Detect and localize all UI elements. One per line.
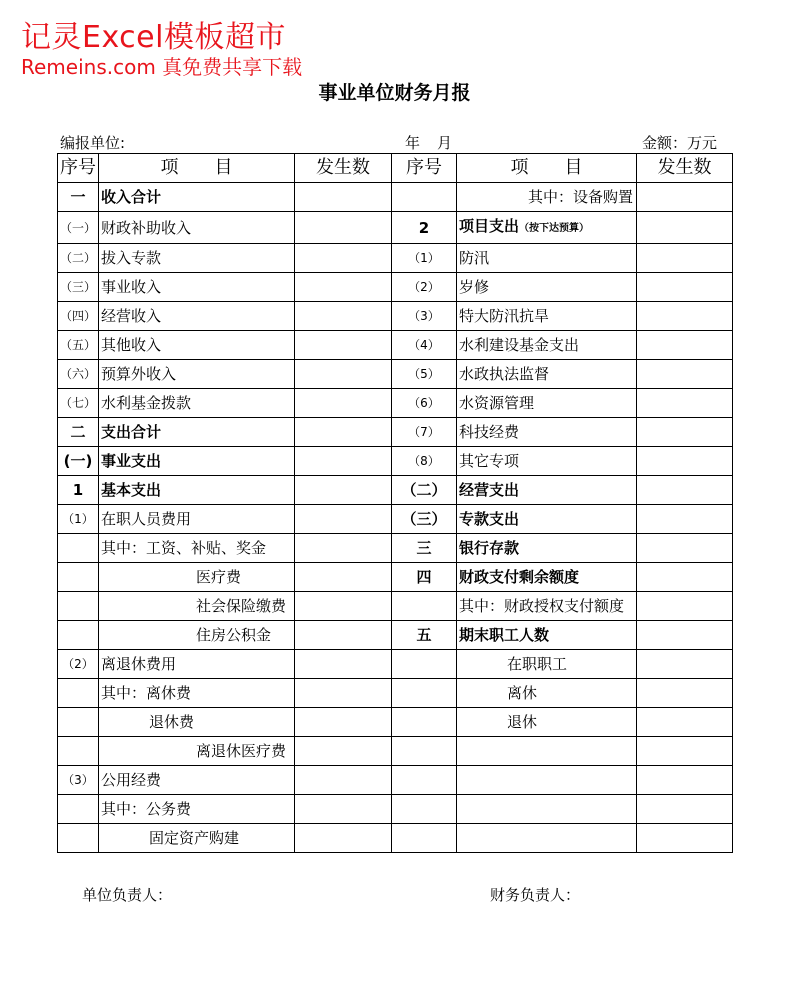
row-amount-right-cell	[637, 183, 733, 212]
row-item-right	[457, 737, 637, 766]
row-amount-left-cell	[295, 183, 392, 212]
row-item-right: 其中：财政授权支付额度	[457, 592, 637, 621]
row-item-left: 离退休费用	[99, 650, 295, 679]
row-seq-left	[58, 563, 99, 592]
row-item-left: 其中：工资、补贴、奖金	[99, 534, 295, 563]
row-amount-left-cell	[295, 766, 392, 795]
row-amount-right-cell	[637, 795, 733, 824]
row-item-left: 水利基金拨款	[99, 389, 295, 418]
row-item-left: 住房公积金	[99, 621, 295, 650]
row-amount-right-cell	[637, 389, 733, 418]
row-item-left: 离退休医疗费	[99, 737, 295, 766]
row-item-right	[457, 795, 637, 824]
row-amount-right-cell	[637, 708, 733, 737]
header-amount-right: 发生数	[637, 154, 733, 183]
row-item-left: 收入合计	[99, 183, 295, 212]
table-row	[58, 418, 733, 447]
row-amount-right-cell	[637, 331, 733, 360]
row-seq-left: 一	[58, 183, 99, 212]
row-item-right: 在职职工	[457, 650, 637, 679]
row-seq-right	[392, 679, 457, 708]
watermark-subtitle: Remeins.com 真免费共享下载	[21, 55, 303, 79]
row-amount-left-cell	[295, 273, 392, 302]
row-seq-left: （三）	[58, 273, 99, 302]
year-label: 年	[405, 134, 421, 152]
row-seq-right: （三）	[392, 505, 457, 534]
row-amount-right-cell	[637, 534, 733, 563]
row-item-left: 支出合计	[99, 418, 295, 447]
row-amount-left-cell	[295, 360, 392, 389]
row-seq-left	[58, 621, 99, 650]
row-item-left: 其中：离休费	[99, 679, 295, 708]
table-row	[58, 766, 733, 795]
row-item-right	[457, 766, 637, 795]
row-item-left: 医疗费	[99, 563, 295, 592]
row-item-left: 固定资产购建	[99, 824, 295, 853]
row-amount-right-cell	[637, 737, 733, 766]
row-seq-left	[58, 824, 99, 853]
row-amount-left-cell	[295, 708, 392, 737]
row-amount-right-cell	[637, 273, 733, 302]
row-amount-right-cell	[637, 563, 733, 592]
row-seq-right: （6）	[392, 389, 457, 418]
unit-head-signature-label: 单位负责人：	[82, 886, 173, 904]
row-item-right: 银行存款	[457, 534, 637, 563]
table-row	[58, 302, 733, 331]
row-amount-left-cell	[295, 244, 392, 273]
row-amount-left-cell	[295, 650, 392, 679]
table-header-row	[58, 154, 733, 183]
row-amount-left-cell	[295, 476, 392, 505]
row-seq-right: （5）	[392, 360, 457, 389]
row-item-right: 其中：设备购置	[457, 183, 637, 212]
row-amount-left-cell	[295, 505, 392, 534]
header-item-left: 项 目	[99, 154, 295, 183]
row-amount-right-cell	[637, 824, 733, 853]
row-item-left: 预算外收入	[99, 360, 295, 389]
row-amount-right-cell	[637, 447, 733, 476]
header-item-right: 项 目	[457, 154, 637, 183]
header-amount-left: 发生数	[295, 154, 392, 183]
row-item-left: 退休费	[99, 708, 295, 737]
row-seq-right: 三	[392, 534, 457, 563]
report-title: 事业单位财务月报	[318, 82, 471, 104]
row-item-right: 水资源管理	[457, 389, 637, 418]
row-seq-right: （1）	[392, 244, 457, 273]
row-item-right: 水政执法监督	[457, 360, 637, 389]
row-item-right: 专款支出	[457, 505, 637, 534]
table-row	[58, 273, 733, 302]
row-seq-left: 1	[58, 476, 99, 505]
row-seq-left	[58, 592, 99, 621]
row-seq-left: 二	[58, 418, 99, 447]
row-item-left: 财政补助收入	[99, 212, 295, 244]
row-item-left: 拔入专款	[99, 244, 295, 273]
row-item-left: 其中：公务费	[99, 795, 295, 824]
row-seq-right: （二）	[392, 476, 457, 505]
row-amount-right-cell	[637, 505, 733, 534]
row-item-right: 其它专项	[457, 447, 637, 476]
row-amount-right-cell	[637, 650, 733, 679]
month-label: 月	[437, 134, 453, 152]
row-item-left: 其他收入	[99, 331, 295, 360]
row-seq-left: （3）	[58, 766, 99, 795]
reporting-unit-label: 编报单位:	[60, 134, 126, 152]
row-seq-right	[392, 795, 457, 824]
row-seq-left	[58, 737, 99, 766]
row-item-right-label: 项目支出	[459, 217, 520, 235]
row-seq-right: （8）	[392, 447, 457, 476]
row-amount-right-cell	[637, 418, 733, 447]
table-row	[58, 650, 733, 679]
row-seq-left	[58, 534, 99, 563]
row-amount-left-cell	[295, 331, 392, 360]
row-seq-right	[392, 650, 457, 679]
row-amount-right-cell	[637, 476, 733, 505]
row-amount-left-cell	[295, 592, 392, 621]
row-amount-right-cell	[637, 302, 733, 331]
row-seq-right	[392, 592, 457, 621]
table-row	[58, 592, 733, 621]
row-seq-left: （二）	[58, 244, 99, 273]
row-amount-right-cell	[637, 592, 733, 621]
row-amount-left-cell	[295, 212, 392, 244]
table-row	[58, 737, 733, 766]
row-item-right: 经营支出	[457, 476, 637, 505]
row-seq-right: （4）	[392, 331, 457, 360]
row-item-left: 基本支出	[99, 476, 295, 505]
row-seq-right: （7）	[392, 418, 457, 447]
row-seq-left	[58, 795, 99, 824]
row-item-right	[457, 212, 637, 244]
row-item-right: 科技经费	[457, 418, 637, 447]
row-amount-left-cell	[295, 679, 392, 708]
table-row	[58, 389, 733, 418]
row-seq-left: （2）	[58, 650, 99, 679]
row-seq-left	[58, 708, 99, 737]
header-seq-left: 序号	[58, 154, 99, 183]
table-row	[58, 824, 733, 853]
row-seq-left: （1）	[58, 505, 99, 534]
row-seq-left: （一）	[58, 212, 99, 244]
table-row	[58, 679, 733, 708]
table-row	[58, 244, 733, 273]
row-seq-left: （五）	[58, 331, 99, 360]
row-item-left: 事业收入	[99, 273, 295, 302]
row-item-right-note: （按下达预算）	[519, 223, 590, 234]
row-seq-right: （2）	[392, 273, 457, 302]
row-item-left: 公用经费	[99, 766, 295, 795]
row-item-right: 特大防汛抗旱	[457, 302, 637, 331]
row-amount-right-cell	[637, 621, 733, 650]
table-row	[58, 331, 733, 360]
row-amount-right-cell	[637, 212, 733, 244]
row-amount-left-cell	[295, 447, 392, 476]
row-item-left: 事业支出	[99, 447, 295, 476]
table-row	[58, 621, 733, 650]
row-amount-left-cell	[295, 563, 392, 592]
row-seq-right	[392, 737, 457, 766]
amount-unit-label: 金额：万元	[642, 134, 718, 152]
row-item-right: 期末职工人数	[457, 621, 637, 650]
row-amount-left-cell	[295, 389, 392, 418]
table-row	[58, 476, 733, 505]
row-item-left: 在职人员费用	[99, 505, 295, 534]
row-seq-right	[392, 824, 457, 853]
table-row	[58, 795, 733, 824]
row-item-right: 防汛	[457, 244, 637, 273]
row-seq-left: （七）	[58, 389, 99, 418]
row-seq-right	[392, 708, 457, 737]
row-item-left: 社会保险缴费	[99, 592, 295, 621]
row-amount-left-cell	[295, 737, 392, 766]
row-amount-left-cell	[295, 621, 392, 650]
table-row	[58, 360, 733, 389]
finance-head-signature-label: 财务负责人：	[490, 886, 581, 904]
row-seq-left: (一)	[58, 447, 99, 476]
table-row	[58, 534, 733, 563]
row-item-right: 退休	[457, 708, 637, 737]
row-amount-left-cell	[295, 302, 392, 331]
row-seq-right: 五	[392, 621, 457, 650]
row-item-right: 离休	[457, 679, 637, 708]
row-amount-left-cell	[295, 795, 392, 824]
row-item-right: 岁修	[457, 273, 637, 302]
header-seq-right: 序号	[392, 154, 457, 183]
row-seq-left: （六）	[58, 360, 99, 389]
row-amount-right-cell	[637, 244, 733, 273]
watermark-title: 记灵Excel模板超市	[21, 20, 286, 55]
table-row	[58, 708, 733, 737]
monthly-report-table	[57, 153, 733, 853]
row-amount-left-cell	[295, 824, 392, 853]
row-item-right: 财政支付剩余额度	[457, 563, 637, 592]
row-amount-right-cell	[637, 360, 733, 389]
row-amount-left-cell	[295, 534, 392, 563]
row-item-right: 水利建设基金支出	[457, 331, 637, 360]
table-row	[58, 212, 733, 244]
row-seq-right	[392, 183, 457, 212]
table-row	[58, 447, 733, 476]
table-row	[58, 563, 733, 592]
row-seq-right	[392, 766, 457, 795]
table-row	[58, 183, 733, 212]
row-seq-left: （四）	[58, 302, 99, 331]
row-item-right	[457, 824, 637, 853]
row-amount-right-cell	[637, 679, 733, 708]
row-amount-right-cell	[637, 766, 733, 795]
row-seq-left	[58, 679, 99, 708]
row-seq-right: 四	[392, 563, 457, 592]
row-seq-right: （3）	[392, 302, 457, 331]
row-amount-left-cell	[295, 418, 392, 447]
table-row	[58, 505, 733, 534]
row-item-left: 经营收入	[99, 302, 295, 331]
row-seq-right: 2	[392, 212, 457, 244]
